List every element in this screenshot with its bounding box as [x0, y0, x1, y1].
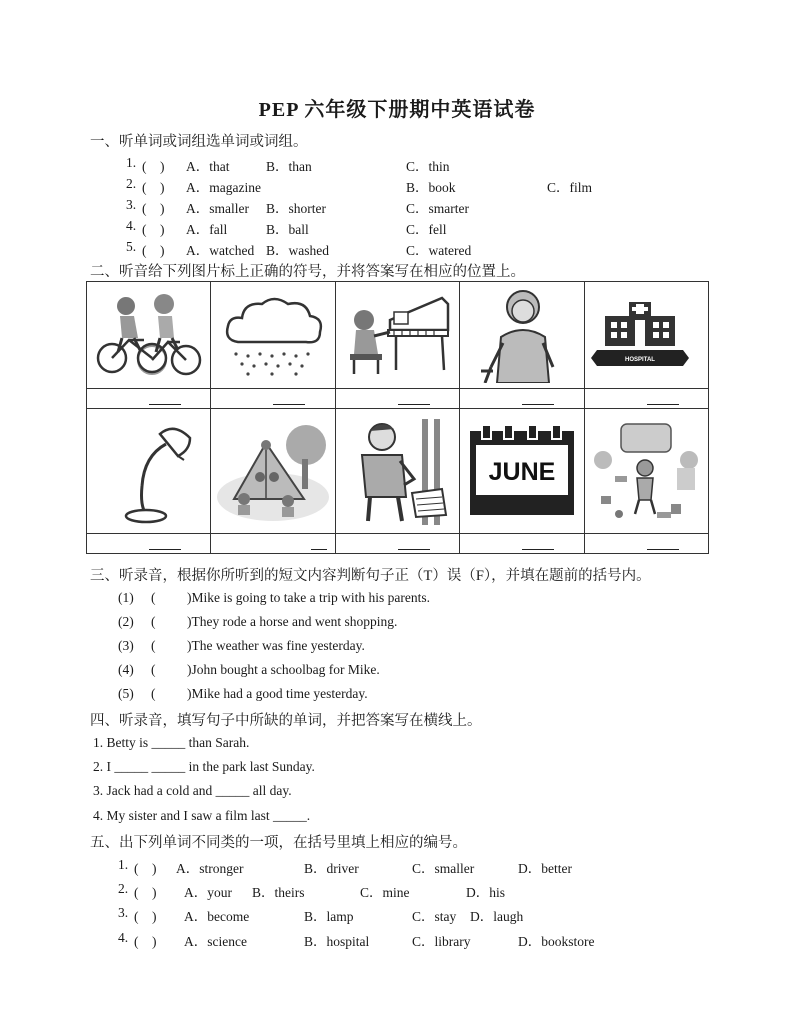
answer-blank-cell[interactable] — [87, 534, 211, 554]
section-2-heading: 二、听音给下列图片标上正确的符号，并将答案写在相应的位置上。 — [90, 264, 525, 280]
answer-paren[interactable]: ( — [151, 686, 156, 701]
question-number: 3. — [118, 905, 129, 920]
hospital-label: HOSPITAL — [625, 357, 656, 363]
option-c: C．stay — [412, 909, 457, 924]
picture-cell — [460, 409, 584, 534]
answer-blank-cell[interactable] — [584, 534, 708, 554]
option-c: C．fell — [406, 222, 447, 237]
answer-paren[interactable]: ( — [151, 638, 156, 653]
fill-blank-sentence[interactable]: 1. Betty is _____ than Sarah. — [93, 735, 250, 750]
question-number: 1. — [118, 857, 129, 872]
bicycle-riders-icon — [94, 290, 204, 380]
picture-cell — [584, 282, 708, 389]
option-c: C．smarter — [406, 201, 469, 216]
question-number: (3) — [118, 638, 134, 653]
answer-paren[interactable]: ( ) — [142, 159, 165, 174]
option-b: B．washed — [266, 243, 329, 258]
option-c: C．watered — [406, 243, 472, 258]
answer-paren[interactable]: ( ) — [134, 885, 157, 900]
option-d: D．bookstore — [518, 934, 595, 949]
option-b: B．ball — [266, 222, 309, 237]
answer-paren[interactable]: ( ) — [134, 861, 157, 876]
picture-cell — [584, 409, 708, 534]
statement-text: )John bought a schoolbag for Mike. — [187, 662, 380, 677]
answer-blank-cell[interactable] — [584, 389, 708, 409]
question-number: 2. — [126, 176, 137, 191]
option-c: C．smaller — [412, 861, 475, 876]
sick-man-icon — [342, 415, 452, 527]
fill-blank-sentence[interactable]: 2. I _____ _____ in the park last Sunday. — [93, 759, 315, 774]
answer-blank-cell[interactable] — [211, 389, 335, 409]
lamp-icon — [94, 416, 204, 526]
june-calendar-icon — [464, 423, 580, 519]
piano-girl-icon — [342, 290, 452, 380]
option-a: A．become — [184, 909, 250, 924]
option-c: C．library — [412, 934, 471, 949]
hospital-icon — [591, 290, 701, 380]
option-b: B．theirs — [252, 885, 305, 900]
section-4-heading: 四、听录音，填写句子中所缺的单词，并把答案写在横线上。 — [90, 713, 482, 729]
option-a: A．watched — [186, 243, 255, 258]
option-d: D．laugh — [470, 909, 524, 924]
option-d: D．better — [518, 861, 572, 876]
answer-paren[interactable]: ( ) — [134, 934, 157, 949]
question-number: (5) — [118, 686, 134, 701]
answer-paren[interactable]: ( ) — [142, 180, 165, 195]
picture-cell — [335, 409, 459, 534]
option-a: A．fall — [186, 222, 228, 237]
picture-cell — [211, 409, 335, 534]
answer-blank-cell[interactable] — [335, 534, 459, 554]
answer-blank-cell[interactable] — [87, 389, 211, 409]
option-b: B．shorter — [266, 201, 326, 216]
question-number: (1) — [118, 590, 134, 605]
question-number: 5. — [126, 239, 137, 254]
option-b: B．driver — [304, 861, 359, 876]
question-number: 1. — [126, 155, 137, 170]
option-a: A．science — [184, 934, 247, 949]
rain-cloud-icon — [218, 290, 328, 380]
fill-blank-sentence[interactable]: 3. Jack had a cold and _____ all day. — [93, 783, 292, 798]
statement-text: )They rode a horse and went shopping. — [187, 614, 398, 629]
answer-blank-cell[interactable] — [460, 534, 584, 554]
statement-text: )The weather was fine yesterday. — [187, 638, 365, 653]
answer-paren[interactable]: ( ) — [134, 909, 157, 924]
question-number: 4. — [118, 930, 129, 945]
picture-cell — [87, 409, 211, 534]
option-d: D．his — [466, 885, 506, 900]
question-number: 2. — [118, 881, 129, 896]
messy-room-icon — [591, 416, 701, 526]
picture-cell — [460, 282, 584, 389]
statement-text: )Mike had a good time yesterday. — [187, 686, 368, 701]
statement-text: )Mike is going to take a trip with his parents. — [187, 590, 430, 605]
option-a: A．stronger — [176, 861, 244, 876]
answer-paren[interactable]: ( ) — [142, 222, 165, 237]
fill-blank-sentence[interactable]: 4. My sister and I saw a film last _____. — [93, 808, 311, 823]
option-b: B．lamp — [304, 909, 354, 924]
question-number: (2) — [118, 614, 134, 629]
section-3-heading: 三、听录音，根据你所听到的短文内容判断句子正（T）误（F），并填在题前的括号内。 — [90, 568, 651, 584]
picture-cell — [87, 282, 211, 389]
answer-blank-cell[interactable] — [460, 389, 584, 409]
picture-table — [86, 281, 709, 554]
camping-tent-icon — [214, 415, 332, 527]
section-1-heading: 一、听单词或词组选单词或词组。 — [90, 134, 308, 150]
grandma-icon — [467, 287, 577, 383]
picture-cell — [211, 282, 335, 389]
answer-paren[interactable]: ( ) — [142, 243, 165, 258]
picture-cell — [335, 282, 459, 389]
option-a: A．smaller — [186, 201, 249, 216]
option-a: A．that — [186, 159, 230, 174]
question-number: 3. — [126, 197, 137, 212]
answer-paren[interactable]: ( — [151, 590, 156, 605]
question-number: 4. — [126, 218, 137, 233]
option-b: B．book — [406, 180, 456, 195]
option-c: C．mine — [360, 885, 410, 900]
answer-blank-cell[interactable] — [335, 389, 459, 409]
calendar-month-label: JUNE — [488, 458, 556, 486]
section-5-heading: 五、出下列单词不同类的一项，在括号里填上相应的编号。 — [90, 835, 467, 851]
option-c: C．thin — [406, 159, 450, 174]
option-a: A．your — [184, 885, 232, 900]
answer-paren[interactable]: ( — [151, 614, 156, 629]
option-b: B．than — [266, 159, 312, 174]
option-b: B．hospital — [304, 934, 370, 949]
option-a: A．magazine — [186, 180, 261, 195]
answer-paren[interactable]: ( — [151, 662, 156, 677]
question-number: (4) — [118, 662, 134, 677]
answer-blank-cell[interactable] — [211, 534, 335, 554]
page-title: PEP 六年级下册期中英语试卷 — [258, 99, 536, 121]
option-c: C．film — [547, 180, 593, 195]
answer-paren[interactable]: ( ) — [142, 201, 165, 216]
